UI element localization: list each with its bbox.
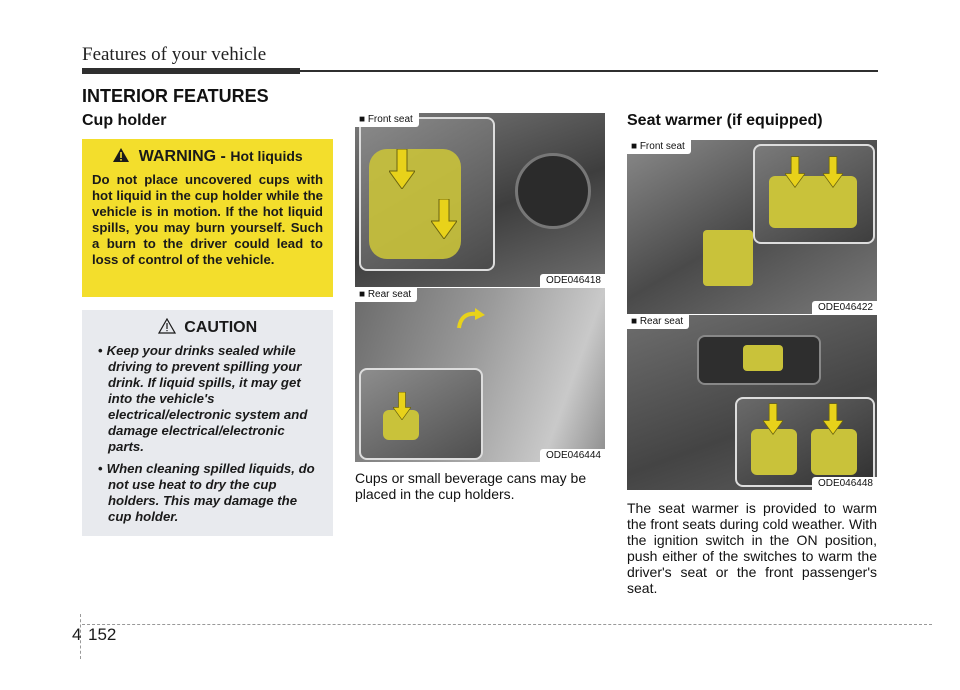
photo-label-front: ■ Front seat (355, 113, 419, 127)
page-number: 152 (88, 625, 117, 644)
arrow-down-icon (823, 156, 843, 188)
header-rule-thin (300, 70, 878, 72)
seat-warmer-front-inset (753, 144, 875, 244)
cup-holder-rear-photo (355, 288, 605, 462)
photo-code: ODE046448 (812, 477, 877, 490)
caution-title: CAUTION (184, 319, 258, 336)
caution-triangle-icon (158, 318, 176, 334)
cup-holder-front-photo (355, 113, 605, 287)
photo-label-rear: ■ Rear seat (355, 288, 417, 302)
warning-header (92, 147, 323, 166)
arrow-down-icon (763, 403, 783, 435)
arrow-down-icon (393, 392, 411, 420)
warning-text: Do not place uncovered cups with hot liquid in the cup holder while the vehicle is in motion. If the hot liquid spills, you may burn yourself. Such a burn to the driver could lead to loss of control of the vehicle. (92, 172, 323, 267)
arrow-down-icon (431, 199, 457, 239)
seat-warmer-rear-inset (735, 397, 875, 487)
cup-holder-rear-inset (359, 368, 483, 460)
warning-subtitle: Hot liquids (230, 148, 303, 164)
arrow-down-icon (389, 149, 415, 189)
caution-header (92, 318, 323, 337)
photo-label-rear: ■ Rear seat (627, 315, 689, 329)
footer-rule (82, 624, 932, 625)
cup-holder-heading: Cup holder (82, 112, 167, 129)
photo-label-front: ■ Front seat (627, 140, 691, 154)
warning-triangle-icon (112, 147, 130, 163)
photo-code: ODE046422 (812, 301, 877, 314)
page-header-title: Features of your vehicle (82, 44, 267, 65)
section-title: INTERIOR FEATURES (82, 86, 269, 106)
photo-code: ODE046418 (540, 274, 605, 287)
arrow-down-icon (823, 403, 843, 435)
curved-arrow-icon (455, 308, 485, 332)
seat-warmer-rear-photo (627, 315, 877, 490)
caution-item: • When cleaning spilled liquids, do not use heat to dry the cup holders. This may damage the cup holder. (92, 461, 323, 525)
seat-warmer-heading: Seat warmer (if equipped) (627, 112, 823, 129)
warning-box (82, 139, 333, 297)
cup-holder-body-text: Cups or small beverage cans may be placed in the cup holders. (355, 470, 587, 502)
seat-warmer-front-photo (627, 140, 877, 314)
photo-code: ODE046444 (540, 449, 605, 462)
warning-title: WARNING - (138, 148, 226, 165)
arrow-down-icon (785, 156, 805, 188)
seat-warmer-body-text: The seat warmer is provided to warm the front seats during cold weather. With the ignition switch in the ON position, push either of the switches to warm the driver's seat or the front passenger's seat. (627, 500, 877, 596)
header-rule-thick (82, 68, 300, 74)
cup-holder-front-inset (359, 117, 495, 271)
caution-box (82, 310, 333, 536)
chapter-number: 4 (72, 625, 82, 644)
caution-item: • Keep your drinks sealed while driving to prevent spilling your drink. If liquid spills, it may get into the vehicle's electrical/electronic system and damage electrical/electronic parts. (92, 343, 323, 455)
